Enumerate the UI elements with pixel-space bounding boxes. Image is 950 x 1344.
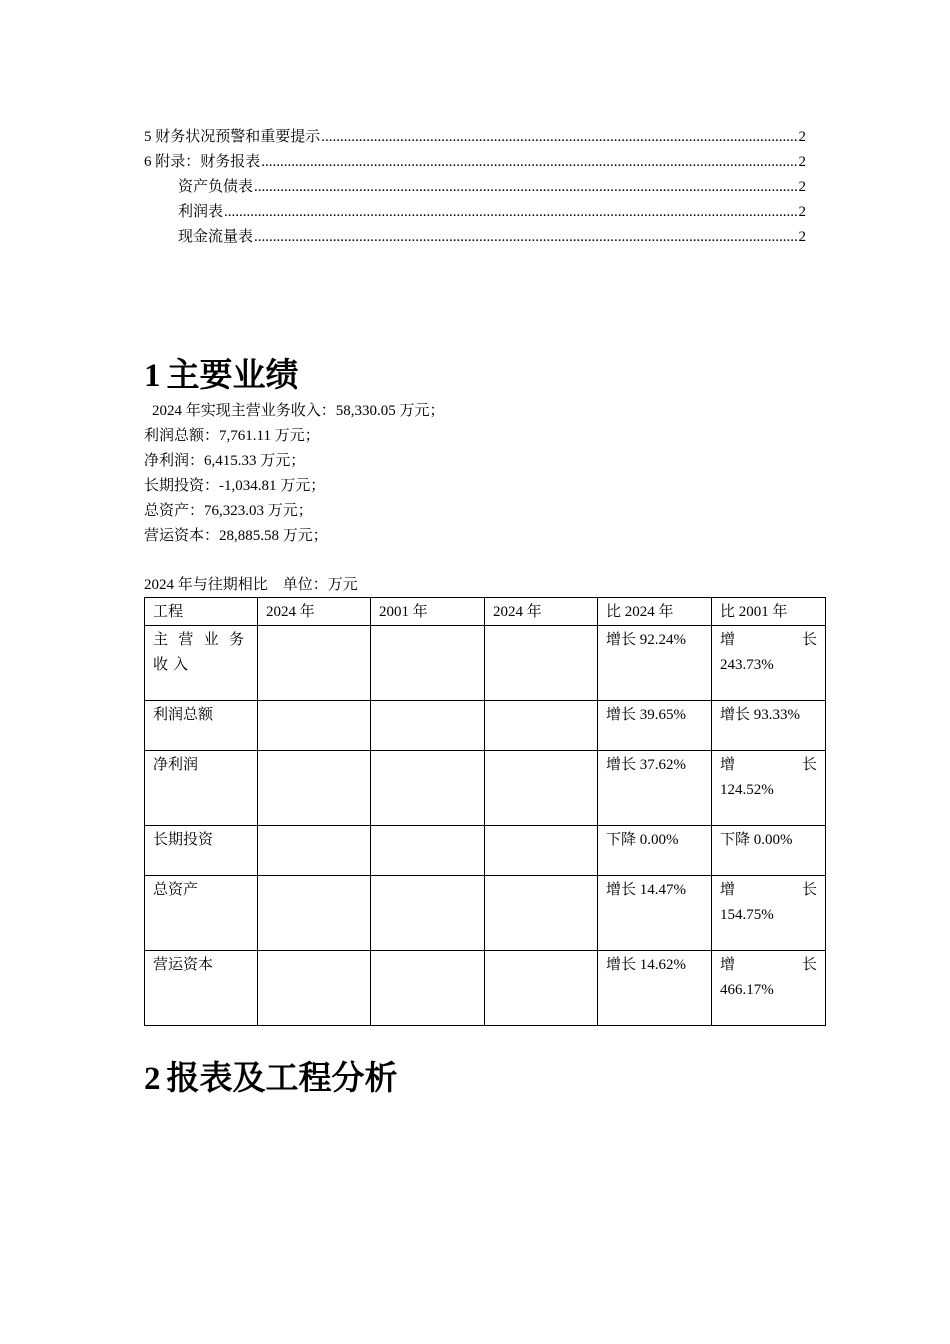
- table-row: [145, 751, 826, 826]
- toc-entry-page: 2: [798, 154, 806, 170]
- toc-entry-title: 6 附录：财务报表: [144, 154, 261, 170]
- change-cell: [712, 751, 826, 826]
- value-cell: [371, 751, 485, 826]
- toc-leader-dots: [321, 125, 797, 150]
- change-word: 增长: [720, 957, 817, 973]
- toc-entry-page: 2: [798, 179, 806, 195]
- value-cell: [371, 626, 485, 701]
- change-value: 124.52%: [720, 782, 774, 798]
- toc-entry-title: 现金流量表: [178, 229, 254, 245]
- value-cell: [371, 701, 485, 751]
- toc-leader-dots: [254, 175, 797, 200]
- table-row: [145, 951, 826, 1026]
- item-cell: 营运资本: [145, 951, 258, 1026]
- value-cell: [485, 751, 598, 826]
- toc-entry-page: 2: [798, 129, 806, 145]
- summary-line: 利润总额：7,761.11 万元；: [144, 428, 320, 444]
- change-cell: 增长 14.47%: [598, 876, 712, 951]
- value-cell: [258, 701, 371, 751]
- change-cell: 增长 93.33%: [712, 701, 826, 751]
- comparison-table: [144, 597, 826, 1026]
- value-cell: [485, 876, 598, 951]
- item-cell: 利润总额: [145, 701, 258, 751]
- value-cell: [258, 951, 371, 1026]
- change-cell: 增长 92.24%: [598, 626, 712, 701]
- section-heading: [144, 355, 299, 396]
- section-heading: [144, 1058, 398, 1099]
- summary-line: 2024 年实现主营业务收入：58,330.05 万元；: [152, 403, 445, 419]
- toc-entry-title: 资产负债表: [178, 179, 254, 195]
- change-word: 增长: [720, 882, 817, 898]
- item-cell: 总资产: [145, 876, 258, 951]
- toc-entry-page: 2: [798, 204, 806, 220]
- change-cell: 下降 0.00%: [598, 826, 712, 876]
- change-cell: [712, 876, 826, 951]
- toc-leader-dots: [224, 200, 797, 225]
- value-cell: [485, 826, 598, 876]
- performance-summary: [144, 399, 824, 549]
- toc-entry-title: 利润表: [178, 204, 224, 220]
- change-cell: [712, 626, 826, 701]
- table-row: [145, 826, 826, 876]
- value-cell: [258, 876, 371, 951]
- value-cell: [258, 751, 371, 826]
- change-value: 243.73%: [720, 657, 774, 673]
- item-cell: 长期投资: [145, 826, 258, 876]
- value-cell: [371, 951, 485, 1026]
- value-cell: [258, 626, 371, 701]
- item-cell: 净利润: [145, 751, 258, 826]
- column-header: 比 2024 年: [598, 598, 712, 626]
- change-cell: 下降 0.00%: [712, 826, 826, 876]
- section-number: 2: [144, 1061, 161, 1097]
- item-label: 主营业务收入: [153, 632, 249, 673]
- change-cell: 增长 14.62%: [598, 951, 712, 1026]
- table-of-contents: [144, 125, 806, 250]
- column-header: 2001 年: [371, 598, 485, 626]
- section-title: 主要业绩: [166, 355, 299, 394]
- summary-line: 总资产：76,323.03 万元；: [144, 503, 313, 519]
- value-cell: [258, 826, 371, 876]
- change-cell: 增长 37.62%: [598, 751, 712, 826]
- column-header: 比 2001 年: [712, 598, 826, 626]
- change-word: 增长: [720, 757, 817, 773]
- summary-line: 长期投资：-1,034.81 万元；: [144, 478, 326, 494]
- column-header: 工程: [145, 598, 258, 626]
- toc-entry[interactable]: [144, 125, 806, 150]
- column-header: 2024 年: [258, 598, 371, 626]
- toc-leader-dots: [261, 150, 797, 175]
- toc-entry[interactable]: [144, 225, 806, 250]
- toc-leader-dots: [254, 225, 797, 250]
- column-header: 2024 年: [485, 598, 598, 626]
- change-cell: [712, 951, 826, 1026]
- toc-entry-page: 2: [798, 229, 806, 245]
- table-row: [145, 626, 826, 701]
- summary-line: 净利润：6,415.33 万元；: [144, 453, 306, 469]
- table-row: [145, 876, 826, 951]
- change-value: 154.75%: [720, 907, 774, 923]
- summary-line: 营运资本：28,885.58 万元；: [144, 528, 328, 544]
- table-caption: 2024 年与往期相比 单位：万元: [144, 577, 358, 593]
- section-title: 报表及工程分析: [166, 1058, 398, 1097]
- value-cell: [371, 826, 485, 876]
- section-number: 1: [144, 358, 161, 394]
- value-cell: [485, 626, 598, 701]
- change-word: 增长: [720, 632, 817, 648]
- toc-entry[interactable]: [144, 175, 806, 200]
- value-cell: [485, 951, 598, 1026]
- value-cell: [485, 701, 598, 751]
- toc-entry[interactable]: [144, 200, 806, 225]
- table-header-row: [145, 598, 826, 626]
- toc-entry-title: 5 财务状况预警和重要提示: [144, 129, 321, 145]
- change-cell: 增长 39.65%: [598, 701, 712, 751]
- item-cell: [145, 626, 258, 701]
- change-value: 466.17%: [720, 982, 774, 998]
- toc-entry[interactable]: [144, 150, 806, 175]
- value-cell: [371, 876, 485, 951]
- table-row: [145, 701, 826, 751]
